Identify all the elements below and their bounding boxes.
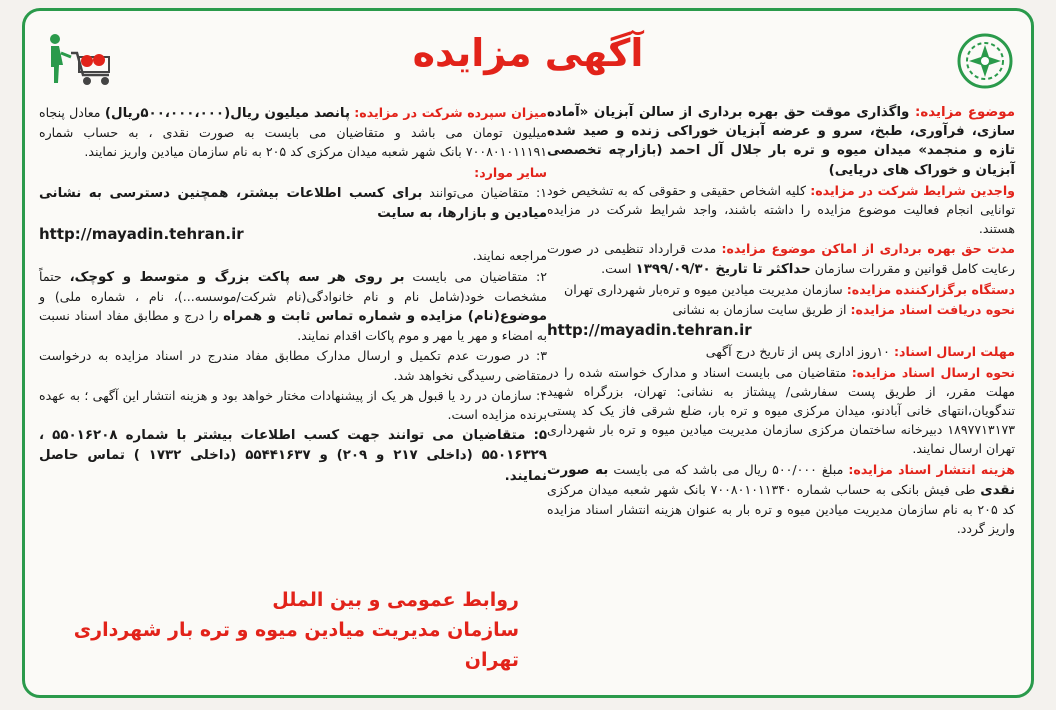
- item-4: [39, 386, 547, 424]
- item1-text: ۱: متقاضیان می‌توانند: [429, 184, 547, 200]
- eligibility-text: کلیه اشخاص حقیقی و حقوقی که به تشخیص خود توانایی انجام فعالیت موضوع مزایده را داشته باشند، واجد شرایط شرکت در مزایده هستند.: [547, 182, 1015, 237]
- eligibility-paragraph: [547, 181, 1015, 239]
- subject-text: واگذاری موقت حق بهره برداری از سالن آبزیان «آماده سازی، فرآوری، طبخ، سرو و عرضه آبزیان خوراکی زنده و صید شده تازه و منجمد» میدان میوه و تره بار جلال آل احمد (بازارچه تخصصی آبزیان و خوراک های دریایی): [547, 105, 1015, 178]
- subject-label: موضوع مزایده:: [914, 105, 1015, 120]
- item3-text: ۳: در صورت عدم تکمیل و ارسال مدارک مطابق مفاد مندرج در اسناد مزایده به درخواست متقاضی رسیدگی نخواهد شد.: [39, 348, 547, 383]
- duration-text-1: مدت قرارداد تنظیمی در صورت رعایت کامل قوانین و مقررات سازمان: [547, 241, 1015, 276]
- item2-text-3: را درج و مطابق مفاد اسناد نسبت به امضاء و مهر یا مهر و موم پاکات اقدام نمایند.: [39, 308, 547, 344]
- send-paragraph: [547, 363, 1015, 459]
- deadline-label: مهلت ارسال اسناد:: [893, 344, 1015, 360]
- notice-frame: [22, 8, 1034, 698]
- cost-paragraph: [547, 460, 1015, 539]
- deposit-paragraph: [39, 103, 547, 162]
- deposit-label: میزان سپرده شرکت در مزایده:: [354, 105, 547, 120]
- deadline-paragraph: [547, 342, 1015, 361]
- left-column: [39, 103, 547, 487]
- item4-text: ۴: سازمان در رد یا قبول هر یک از پیشنهادات مختار خواهد بود و هزینه انتشار این آگهی ؛ به عهده برنده مزایده است.: [39, 387, 547, 423]
- item1-bold: برای کسب اطلاعات بیشتر، همچنین دسترسی به نشانی میادین و بازارها، به سایت: [39, 185, 547, 222]
- item5-bold: ۵: متقاضیان می توانند جهت کسب اطلاعات بیشتر با شماره ۵۵۰۱۶۲۰۸ ، ۵۵۰۱۶۳۲۹ (داخلی ۲۱۷ و ۲۰۹) و ۵۵۴۴۱۶۳۷ (داخلی ۱۷۳۲ ) تماس حاصل نمایند.: [39, 428, 548, 484]
- cost-text-1: مبلغ ۵۰۰/۰۰۰ ریال می باشد که می بایست: [613, 461, 844, 477]
- organizer-paragraph: [547, 280, 1015, 299]
- docs-paragraph: [547, 300, 1015, 319]
- duration-text-2: است.: [601, 260, 632, 276]
- item-5: [39, 425, 547, 486]
- cost-bold: به صورت نقدی: [547, 462, 1015, 498]
- docs-label: نحوه دریافت اسناد مزایده:: [850, 302, 1015, 318]
- footer-line-1: روابط عمومی و بین الملل: [272, 589, 519, 611]
- duration-label: مدت حق بهره برداری از اماکن موضوع مزایده:: [721, 241, 1015, 257]
- item1-tail: مراجعه نمایند.: [472, 248, 547, 264]
- deadline-text: ۱۰روز اداری پس از تاریخ درج آگهی: [705, 344, 890, 360]
- docs-text: از طریق سایت سازمان به نشانی: [672, 302, 847, 318]
- other-heading: [39, 163, 547, 182]
- item1-url-link[interactable]: http://mayadin.tehran.ir: [39, 225, 244, 244]
- item2-bold-1: بر روی هر سه پاکت بزرگ و متوسط و کوچک،: [69, 269, 405, 285]
- item1-url-line: [39, 225, 547, 244]
- page-title: آگهی مزایده: [412, 31, 644, 75]
- item2-text-1: ۲: متقاضیان می بایست: [412, 268, 547, 284]
- tehran-municipality-logo-icon: [957, 33, 1013, 89]
- send-text: متقاضیان می بایست اسناد و مدارک خواسته شده را در مهلت مقرر، از طریق پست سفارشی/ پیشتاز به نشانی: تهران، بزرگراه شهید تندگویان،انتهای خانی آبادنو، میدان مرکزی میوه و تره بار، ضلع شرقی فاز یک کد پستی ۱۸۹۷۷۱۳۱۷۳ دبیرخانه ساختمان مرکزی سازمان مدیریت میادین میوه و تره بار شهرداری تهران ارسال نمایند.: [547, 364, 1015, 457]
- right-column: [547, 103, 1015, 539]
- cost-text-2: طی فیش بانکی به حساب شماره ۷۰۰۸۰۱۰۱۱۳۴۰ بانک شهر شعبه میدان مرکزی کد ۲۰۵ به نام سازمان مدیریت میادین میوه و تره بار به عنوان هزینه انتشار اسناد مزایده واریز گردد.: [547, 481, 1015, 537]
- deposit-bold: پانصد میلیون ریال(۵۰۰،۰۰۰،۰۰۰ریال): [104, 106, 350, 121]
- eligibility-label: واجدین شرایط شرکت در مزایده:: [810, 182, 1015, 198]
- other-label: سایر موارد:: [474, 164, 547, 180]
- organizer-text: سازمان مدیریت میادین میوه و تره‌بار شهرداری تهران: [564, 281, 843, 297]
- duration-bold: حداکثر تا تاریخ ۱۳۹۹/۰۹/۳۰: [635, 261, 811, 277]
- header: [25, 11, 1031, 99]
- footer-line-2: سازمان مدیریت میادین میوه و تره بار شهرداری تهران: [73, 619, 519, 671]
- item2-text-2: حتماً مشخصات خود(شامل نام و نام خانوادگی(نام شرکت/موسسه...)، نام ، شماره ملی) و: [39, 268, 547, 304]
- subject-paragraph: [547, 103, 1015, 180]
- footer-signature: [49, 585, 519, 675]
- organizer-label: دستگاه برگزارکننده مزایده:: [846, 281, 1015, 297]
- item-2: [39, 267, 547, 346]
- deposit-text: معادل پنجاه میلیون تومان می باشد و متقاضیان می بایست به صورت نقدی ، به حساب شماره ۷۰۰۸۰۱۰۱۱۱۹۱ بانک شهر شعبه میدان مرکزی کد ۲۰۵ به نام سازمان میادین واریز نمایند.: [39, 105, 547, 160]
- item-3: [39, 346, 547, 384]
- docs-url-line: [547, 321, 1015, 340]
- item1-tail-paragraph: [39, 246, 547, 265]
- item2-bold-2: موضوع(نام) مزایده و شماره تماس ثابت و همراه: [223, 309, 547, 325]
- item-1: [39, 183, 547, 223]
- cost-label: هزینه انتشار اسناد مزایده:: [848, 461, 1015, 477]
- docs-url-link[interactable]: http://mayadin.tehran.ir: [547, 321, 752, 340]
- send-label: نحوه ارسال اسناد مزایده:: [851, 364, 1015, 380]
- duration-paragraph: [547, 239, 1015, 278]
